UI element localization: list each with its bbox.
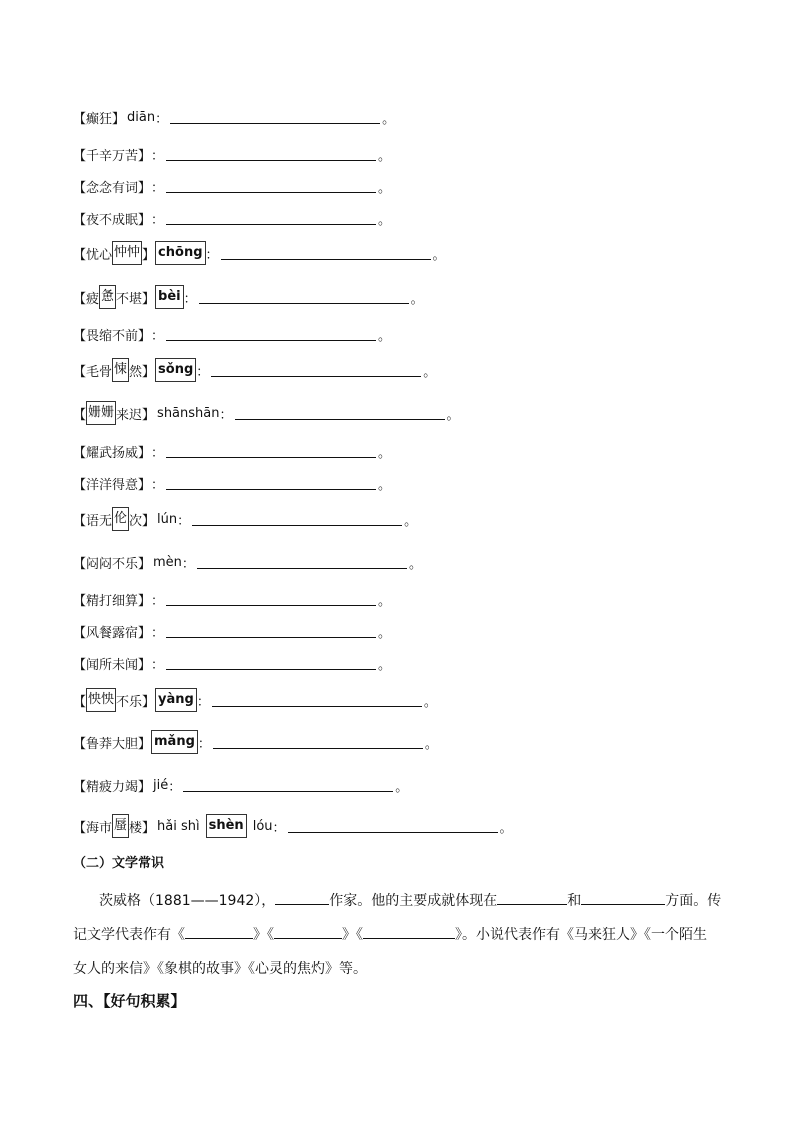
colon: ： bbox=[151, 445, 165, 461]
answer-blank[interactable] bbox=[166, 625, 376, 638]
vocab-term: 【洋洋得意】 bbox=[73, 477, 152, 493]
vocab-item bbox=[73, 141, 391, 167]
vocab-term: 【风餐露宿】 bbox=[73, 625, 152, 641]
period-mark: 。 bbox=[378, 593, 392, 609]
vocab-term-boxed-char: 忡忡 bbox=[112, 241, 142, 265]
section-good-sentences-heading: 四、【好句积累】 bbox=[73, 992, 186, 1010]
vocab-pinyin: lún bbox=[157, 511, 178, 527]
colon: ： bbox=[151, 657, 165, 673]
blank-field-1[interactable] bbox=[497, 890, 567, 905]
vocab-pinyin: hǎi shì bbox=[157, 818, 200, 834]
period-mark: 。 bbox=[395, 779, 409, 795]
answer-blank[interactable] bbox=[166, 212, 376, 225]
colon: ： bbox=[177, 513, 191, 529]
vocab-term: 【 bbox=[73, 694, 87, 710]
vocab-term: 然】 bbox=[129, 364, 156, 380]
colon: ： bbox=[196, 694, 210, 710]
period-mark: 。 bbox=[432, 247, 446, 263]
vocab-pinyin: jié bbox=[153, 777, 169, 793]
colon: ： bbox=[196, 364, 210, 380]
answer-blank[interactable] bbox=[166, 593, 376, 606]
vocab-item bbox=[73, 205, 391, 231]
period-mark: 。 bbox=[423, 364, 437, 380]
vocab-item bbox=[73, 470, 391, 496]
vocab-term-boxed-char: 蜃 bbox=[112, 814, 129, 838]
vocab-term: 【 bbox=[73, 407, 87, 423]
colon: ： bbox=[155, 111, 169, 127]
vocab-term-boxed-char: 惫 bbox=[99, 285, 116, 309]
paragraph-line-3: 女人的来信》《象棋的故事》《心灵的焦灼》等。 bbox=[73, 961, 367, 977]
period-mark: 。 bbox=[408, 556, 422, 572]
answer-blank[interactable] bbox=[221, 247, 431, 260]
answer-blank[interactable] bbox=[235, 407, 445, 420]
colon: ： bbox=[219, 407, 233, 423]
vocab-term: 【忧心 bbox=[73, 247, 113, 263]
vocab-item bbox=[73, 772, 408, 798]
colon: ： bbox=[197, 736, 211, 752]
vocab-term: 楼】 bbox=[129, 820, 156, 836]
vocab-pinyin: bèi bbox=[155, 285, 184, 309]
answer-blank[interactable] bbox=[197, 556, 407, 569]
vocab-term: 【毛骨 bbox=[73, 364, 113, 380]
answer-blank[interactable] bbox=[166, 445, 376, 458]
blank-nationality[interactable] bbox=[275, 890, 329, 905]
period-mark: 。 bbox=[378, 477, 392, 493]
colon: ： bbox=[205, 247, 219, 263]
vocab-pinyin: chōng bbox=[155, 241, 205, 265]
vocab-term: 【精疲力竭】 bbox=[73, 779, 152, 795]
vocab-term-boxed-char: 伦 bbox=[112, 507, 129, 531]
period-mark: 。 bbox=[499, 820, 513, 836]
answer-blank[interactable] bbox=[213, 736, 423, 749]
vocab-term: 不堪】 bbox=[116, 291, 156, 307]
paragraph-line-1: 茨威格（1881——1942）， 作家。他的主要成就体现在 和 方面。传 bbox=[73, 884, 723, 918]
colon: ： bbox=[272, 820, 286, 836]
vocab-term: 【夜不成眠】 bbox=[73, 212, 152, 228]
colon: ： bbox=[181, 556, 195, 572]
period-mark: 。 bbox=[378, 328, 392, 344]
vocab-item bbox=[73, 400, 460, 426]
answer-blank[interactable] bbox=[166, 180, 376, 193]
vocab-item bbox=[73, 506, 417, 532]
vocab-term: 【闻所未闻】 bbox=[73, 657, 152, 673]
blank-biography-2[interactable] bbox=[274, 924, 342, 939]
answer-blank[interactable] bbox=[212, 694, 422, 707]
colon: ： bbox=[151, 180, 165, 196]
period-mark: 。 bbox=[378, 625, 392, 641]
blank-biography-3[interactable] bbox=[363, 924, 455, 939]
blank-field-2[interactable] bbox=[581, 890, 665, 905]
vocab-term-boxed-char: 悚 bbox=[112, 358, 129, 382]
vocab-term: 来迟】 bbox=[116, 407, 156, 423]
vocab-pinyin: sǒng bbox=[155, 358, 196, 382]
answer-blank[interactable] bbox=[288, 820, 498, 833]
section-literature-title: （二）文学常识 bbox=[73, 856, 165, 871]
vocab-item bbox=[73, 173, 391, 199]
vocab-term: 】 bbox=[142, 247, 156, 263]
vocab-pinyin: yàng bbox=[155, 688, 197, 712]
vocab-term: 【鲁莽大胆】 bbox=[73, 736, 152, 752]
vocab-item bbox=[73, 618, 391, 644]
vocab-item bbox=[73, 813, 513, 839]
vocab-term: 【畏缩不前】 bbox=[73, 328, 152, 344]
answer-blank[interactable] bbox=[170, 111, 380, 124]
vocab-item bbox=[73, 549, 422, 575]
vocab-item bbox=[73, 321, 391, 347]
vocab-term-boxed-char: 怏怏 bbox=[86, 688, 116, 712]
vocab-item bbox=[73, 438, 391, 464]
blank-biography-1[interactable] bbox=[185, 924, 253, 939]
vocab-pinyin: diān bbox=[127, 109, 156, 125]
period-mark: 。 bbox=[378, 445, 392, 461]
period-mark: 。 bbox=[423, 694, 437, 710]
vocab-item bbox=[73, 284, 424, 310]
vocab-term: 【千辛万苦】 bbox=[73, 148, 152, 164]
colon: ： bbox=[151, 212, 165, 228]
colon: ： bbox=[151, 148, 165, 164]
period-mark: 。 bbox=[410, 291, 424, 307]
colon: ： bbox=[183, 291, 197, 307]
colon: ： bbox=[151, 625, 165, 641]
answer-blank[interactable] bbox=[192, 513, 402, 526]
colon: ： bbox=[151, 593, 165, 609]
period-mark: 。 bbox=[382, 111, 396, 127]
vocab-term: 【癫狂】 bbox=[73, 111, 126, 127]
vocab-term: 【耀武扬威】 bbox=[73, 445, 152, 461]
period-mark: 。 bbox=[424, 736, 438, 752]
vocab-item bbox=[73, 687, 437, 713]
vocab-item bbox=[73, 104, 395, 130]
vocab-pinyin: mǎng bbox=[151, 730, 198, 754]
period-mark: 。 bbox=[446, 407, 460, 423]
vocab-term: 不乐】 bbox=[116, 694, 156, 710]
answer-blank[interactable] bbox=[166, 148, 376, 161]
period-mark: 。 bbox=[404, 513, 418, 529]
vocab-item bbox=[73, 586, 391, 612]
period-mark: 。 bbox=[378, 148, 392, 164]
answer-blank[interactable] bbox=[166, 328, 376, 341]
vocab-term: 【念念有词】 bbox=[73, 180, 152, 196]
vocab-pinyin: shèn bbox=[206, 814, 247, 838]
vocab-term: 【语无 bbox=[73, 513, 113, 529]
answer-blank[interactable] bbox=[211, 364, 421, 377]
colon: ： bbox=[151, 328, 165, 344]
colon: ： bbox=[168, 779, 182, 795]
vocab-term-boxed-char: 姗姗 bbox=[86, 401, 116, 425]
colon: ： bbox=[151, 477, 165, 493]
vocab-term: 次】 bbox=[129, 513, 156, 529]
vocab-term: 【闷闷不乐】 bbox=[73, 556, 152, 572]
period-mark: 。 bbox=[378, 212, 392, 228]
answer-blank[interactable] bbox=[166, 477, 376, 490]
answer-blank[interactable] bbox=[166, 657, 376, 670]
paragraph-line-2: 记文学代表作有《 》《 》《 》。小说代表作有《马来狂人》《一个陌生 bbox=[73, 918, 723, 952]
vocab-pinyin: mèn bbox=[153, 554, 182, 570]
vocab-item bbox=[73, 357, 436, 383]
vocab-pinyin: shānshān bbox=[157, 405, 220, 421]
vocab-item bbox=[73, 650, 391, 676]
vocab-pinyin: lóu bbox=[252, 818, 273, 834]
vocab-term: 【精打细算】 bbox=[73, 593, 152, 609]
vocab-item bbox=[73, 729, 438, 755]
literature-paragraph bbox=[73, 884, 723, 986]
period-mark: 。 bbox=[378, 180, 392, 196]
period-mark: 。 bbox=[378, 657, 392, 673]
answer-blank[interactable] bbox=[183, 779, 393, 792]
answer-blank[interactable] bbox=[199, 291, 409, 304]
vocab-term: 【疲 bbox=[73, 291, 100, 307]
vocab-term: 【海市 bbox=[73, 820, 113, 836]
vocab-item bbox=[73, 240, 446, 266]
